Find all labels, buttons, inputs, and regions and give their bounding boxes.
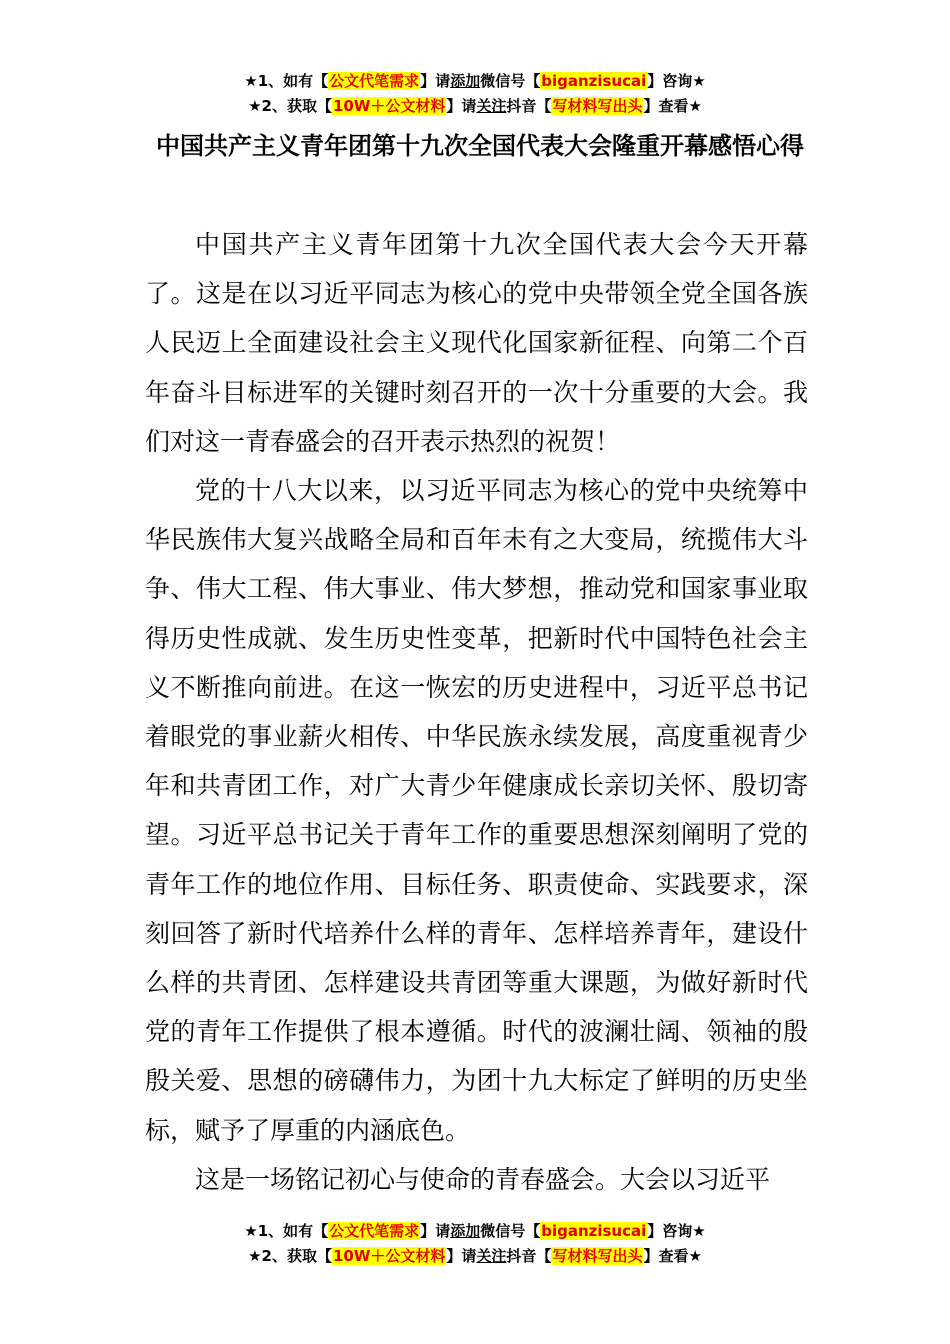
promo-text: ★1、如有【 xyxy=(244,1222,329,1240)
promo-highlight: 公文代笔需求 xyxy=(329,72,420,90)
promo-text: ★1、如有【 xyxy=(244,72,329,90)
promo-text: 】咨询★ xyxy=(647,72,706,90)
document-title: 中国共产主义青年团第十九次全国代表大会隆重开幕感悟心得 xyxy=(156,132,804,160)
promo-douyin-name: 写材料写出头 xyxy=(552,1247,643,1265)
promo-douyin-name: 写材料写出头 xyxy=(552,97,643,115)
promo-wechat-id: biganzisucai xyxy=(541,1222,647,1240)
promo-banner-bottom xyxy=(0,1220,950,1270)
promo-text: 】咨询★ xyxy=(647,1222,706,1240)
promo-underlined-text: 关注 xyxy=(476,97,507,115)
promo-text: 抖音【 xyxy=(506,97,552,115)
promo-line-2 xyxy=(0,1245,950,1270)
promo-wechat-id: biganzisucai xyxy=(541,72,647,90)
promo-text: 】查看★ xyxy=(643,97,702,115)
promo-line-1 xyxy=(0,70,950,95)
document-body xyxy=(145,220,808,1204)
promo-text: 】请 xyxy=(446,1247,477,1265)
promo-banner-top xyxy=(0,70,950,120)
promo-text: 微信号【 xyxy=(480,1222,541,1240)
body-paragraph: 党的十八大以来，以习近平同志为核心的党中央统筹中华民族伟大复兴战略全局和百年未有之大变局，统揽伟大斗争、伟大工程、伟大事业、伟大梦想，推动党和国家事业取得历史性成就、发生历史性变革，把新时代中国特色社会主义不断推向前进。在这一恢宏的历史进程中，习近平总书记着眼党的事业薪火相传、中华民族永续发展，高度重视青少年和共青团工作，对广大青少年健康成长亲切关怀、殷切寄望。习近平总书记关于青年工作的重要思想深刻阐明了党的青年工作的地位作用、目标任务、职责使命、实践要求，深刻回答了新时代培养什么样的青年、怎样培养青年，建设什么样的共青团、怎样建设共青团等重大课题，为做好新时代党的青年工作提供了根本遵循。时代的波澜壮阔、领袖的殷殷关爱、思想的磅礴伟力，为团十九大标定了鲜明的历史坐标，赋予了厚重的内涵底色。 xyxy=(145,476,808,1145)
promo-underlined-text: 添加 xyxy=(450,1222,481,1240)
promo-text: 】请 xyxy=(446,97,477,115)
promo-text: 微信号【 xyxy=(480,72,541,90)
promo-text: 】查看★ xyxy=(643,1247,702,1265)
promo-highlight: 公文代笔需求 xyxy=(329,1222,420,1240)
promo-text: 】请 xyxy=(420,1222,451,1240)
body-paragraph: 中国共产主义青年团第十九次全国代表大会今天开幕了。这是在以习近平同志为核心的党中央带领全党全国各族人民迈上全面建设社会主义现代化国家新征程、向第二个百年奋斗目标进军的关键时刻召开的一次十分重要的大会。我们对这一青春盛会的召开表示热烈的祝贺！ xyxy=(145,230,808,456)
promo-line-2 xyxy=(0,95,950,120)
promo-text: 】请 xyxy=(420,72,451,90)
promo-underlined-text: 添加 xyxy=(450,72,481,90)
promo-highlight: 10W＋公文材料 xyxy=(332,1247,446,1265)
body-paragraph: 这是一场铭记初心与使命的青春盛会。大会以习近平 xyxy=(195,1164,771,1194)
promo-highlight: 10W＋公文材料 xyxy=(332,97,446,115)
promo-text: 抖音【 xyxy=(506,1247,552,1265)
promo-text: ★2、获取【 xyxy=(248,97,332,115)
promo-line-1 xyxy=(0,1220,950,1245)
promo-underlined-text: 关注 xyxy=(476,1247,507,1265)
promo-text: ★2、获取【 xyxy=(248,1247,332,1265)
